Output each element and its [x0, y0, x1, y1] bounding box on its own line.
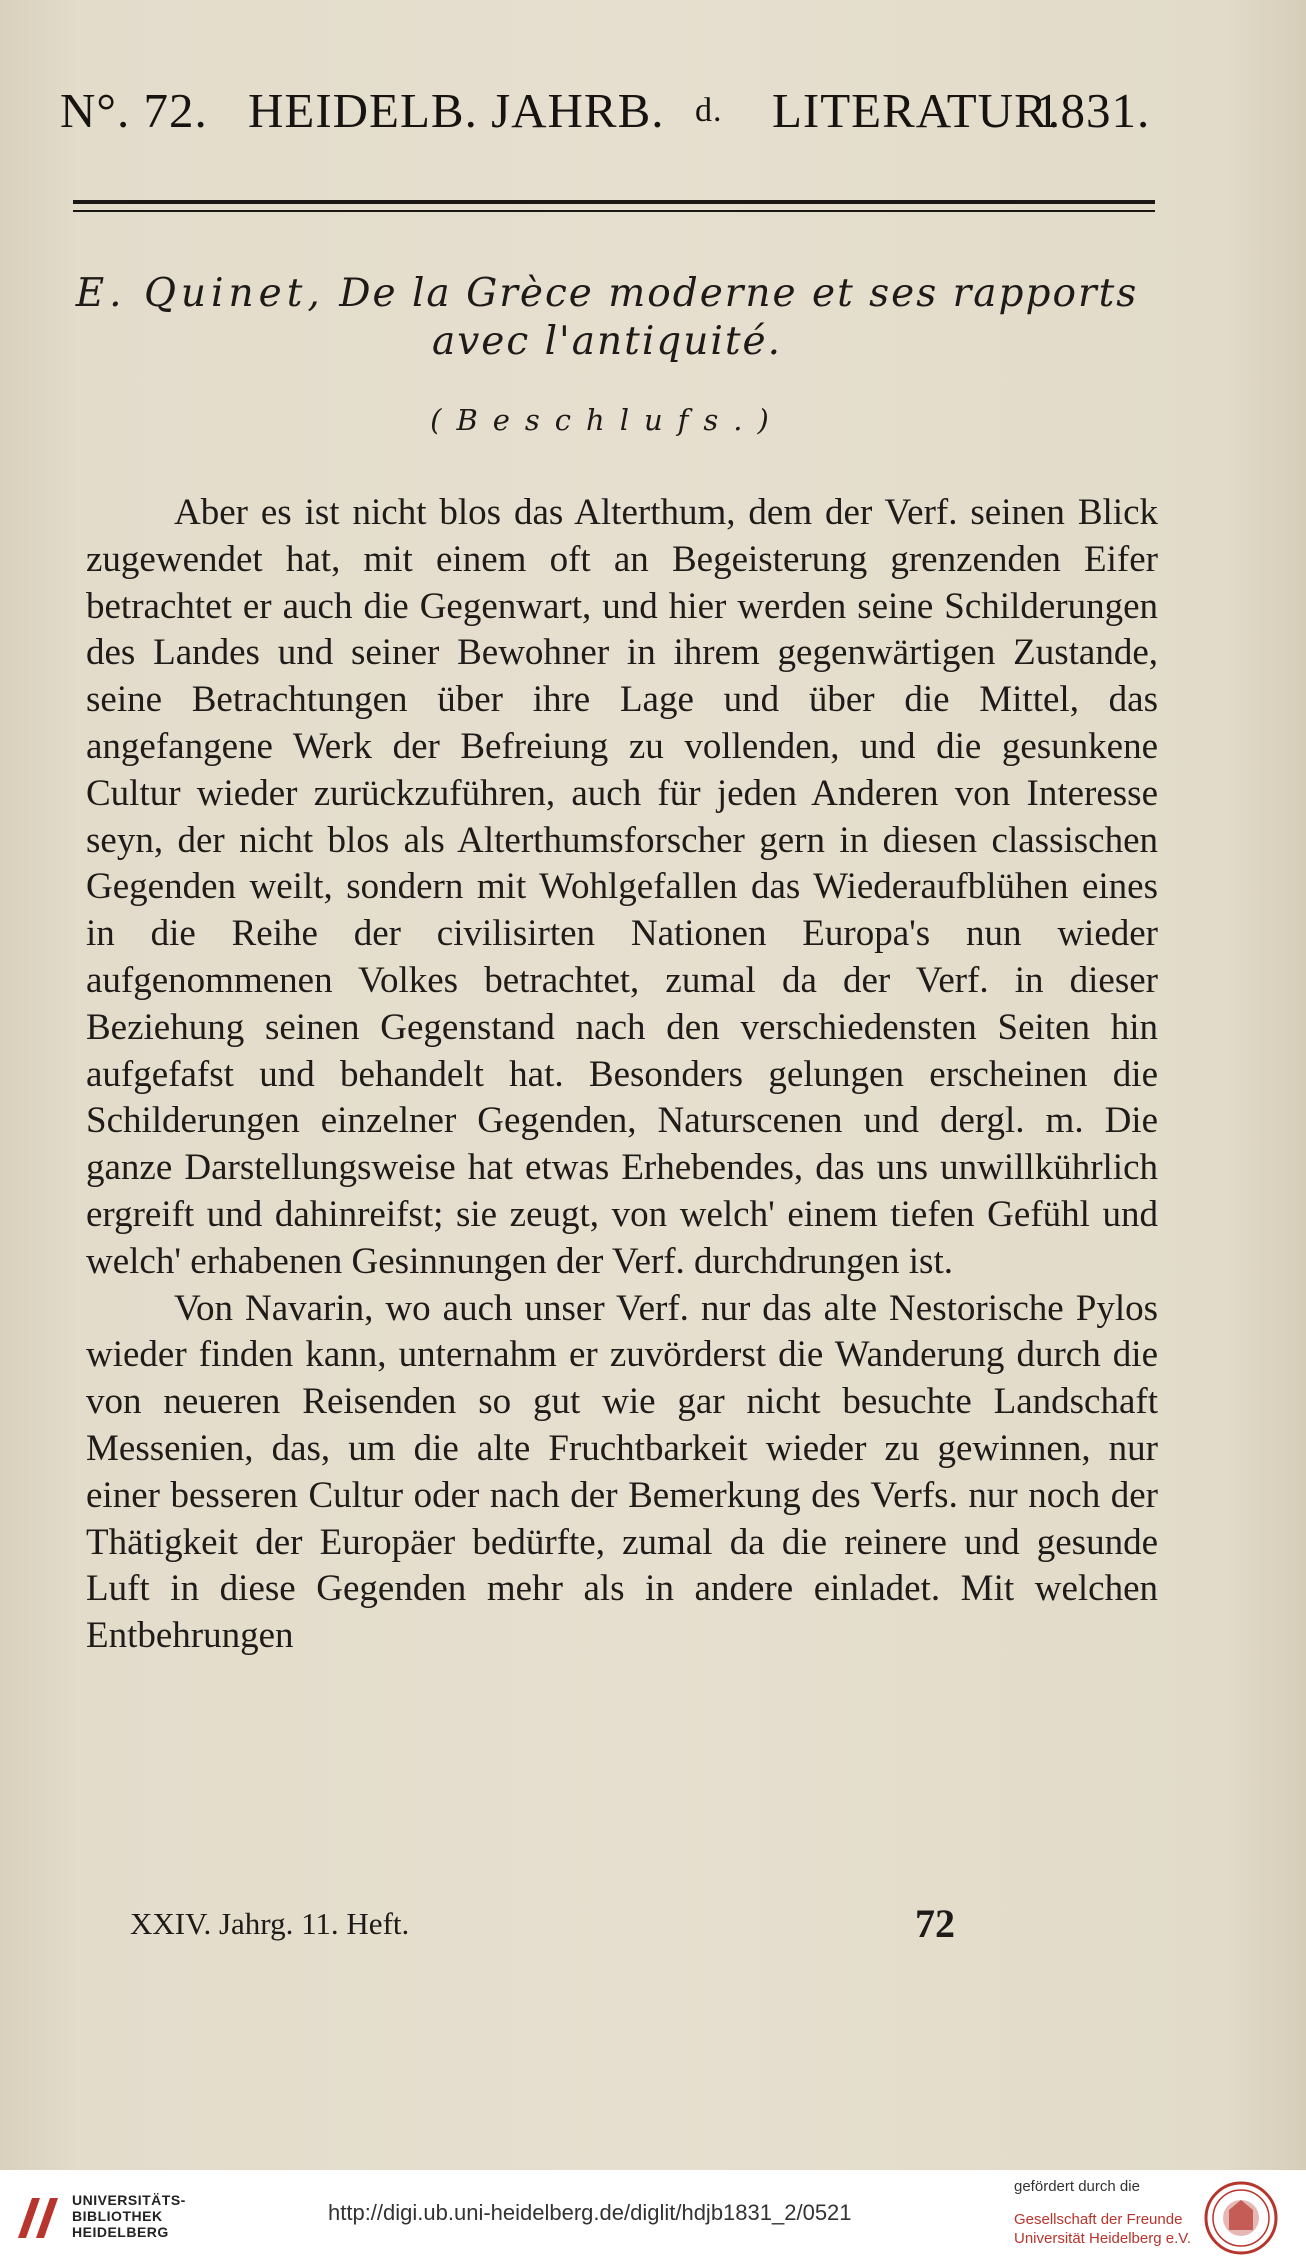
funded-by-text: gefördert durch die: [1014, 2178, 1140, 2195]
year: 1831.: [1035, 83, 1151, 138]
page-footer: [130, 1901, 990, 1956]
journal-name: HEIDELB. JAHRB.: [248, 83, 665, 138]
running-header: [60, 82, 1170, 142]
volume-signature: XXIV. Jahrg. 11. Heft.: [130, 1906, 410, 1941]
issue-number: N°. 72.: [60, 83, 208, 138]
title-text: De la Grèce moderne et ses rapports: [339, 271, 1139, 316]
header-rule-thick: [73, 200, 1155, 204]
journal-preposition: d.: [695, 92, 723, 129]
article-body: [86, 490, 1158, 1660]
continuation-note: (Beschlufs.): [430, 403, 784, 437]
society-name: Gesellschaft der Freunde Universität Heidelberg e.V.: [1014, 2211, 1192, 2247]
journal-subject: LITERATUR.: [772, 83, 1061, 138]
paragraph-1: Aber es ist nicht blos das Alterthum, dem der Verf. seinen Blick zugewendet hat, mit einem oft an Begeisterung grenzenden Eifer betrachtet er auch die Gegenwart, und hier werden seine Schilderungen des Landes und seiner Bewohner in ihrem gegenwärtigen Zustande, seine Betrachtungen über ihre Lage und über die Mittel, das angefangene Werk der Befreiung zu vollenden, und die gesunkene Cultur wieder zurückzuführen, auch für jeden Anderen von Interesse seyn, der nicht blos als Alterthumsforscher gern in diesen classischen Gegenden weilt, sondern mit Wohlgefallen das Wiederaufblühen eines in die Reihe der civilisirten Nationen Europa's nun wieder aufgenommenen Volkes betrachtet, zumal da der Verf. in dieser Beziehung seinen Gegenstand nach den verschiedensten Seiten hin aufgefafst und behandelt hat. Besonders gelungen erscheinen die Schilderungen einzelner Gegenden, Naturscenen und dergl. m. Die ganze Darstellungsweise hat etwas Erhebendes, das uns unwillkührlich ergreift und dahinreifst; sie zeugt, von welch' einem tiefen Gefühl und welch' erhabenen Gesinnungen der Verf. durchdrungen ist.: [86, 492, 1158, 1282]
header-rule-thin: [73, 210, 1155, 212]
article-title: [72, 270, 1142, 366]
page-number: 72: [915, 1901, 955, 1946]
permalink-url[interactable]: http://digi.ub.uni-heidelberg.de/diglit/hdjb1831_2/0521: [328, 2200, 852, 2225]
title-line-1: [72, 270, 1142, 318]
title-line-2: avec l'antiquité.: [431, 319, 783, 364]
viewer-bottom-bar: [0, 2170, 1306, 2261]
library-name: UNIVERSITÄTS- BIBLIOTHEK HEIDELBERG: [72, 2192, 186, 2240]
university-seal-icon: [1203, 2180, 1279, 2256]
paragraph-2: Von Navarin, wo auch unser Verf. nur das alte Nestorische Pylos wieder finden kann, unternahm er zuvörderst die Wanderung durch die von neueren Reisenden so gut wie gar nicht besuchte Landschaft Messenien, das, um die alte Fruchtbarkeit wieder zu gewinnen, nur einer besseren Cultur oder nach der Bemerkung des Verfs. nur noch der Thätigkeit der Europäer bedürfte, zumal da die reinere und gesunde Luft in diese Gegenden mehr als in andere einladet. Mit welchen Entbehrungen: [86, 1287, 1158, 1657]
library-logo-icon: [14, 2190, 66, 2242]
author-name: E. Quinet,: [75, 271, 325, 316]
